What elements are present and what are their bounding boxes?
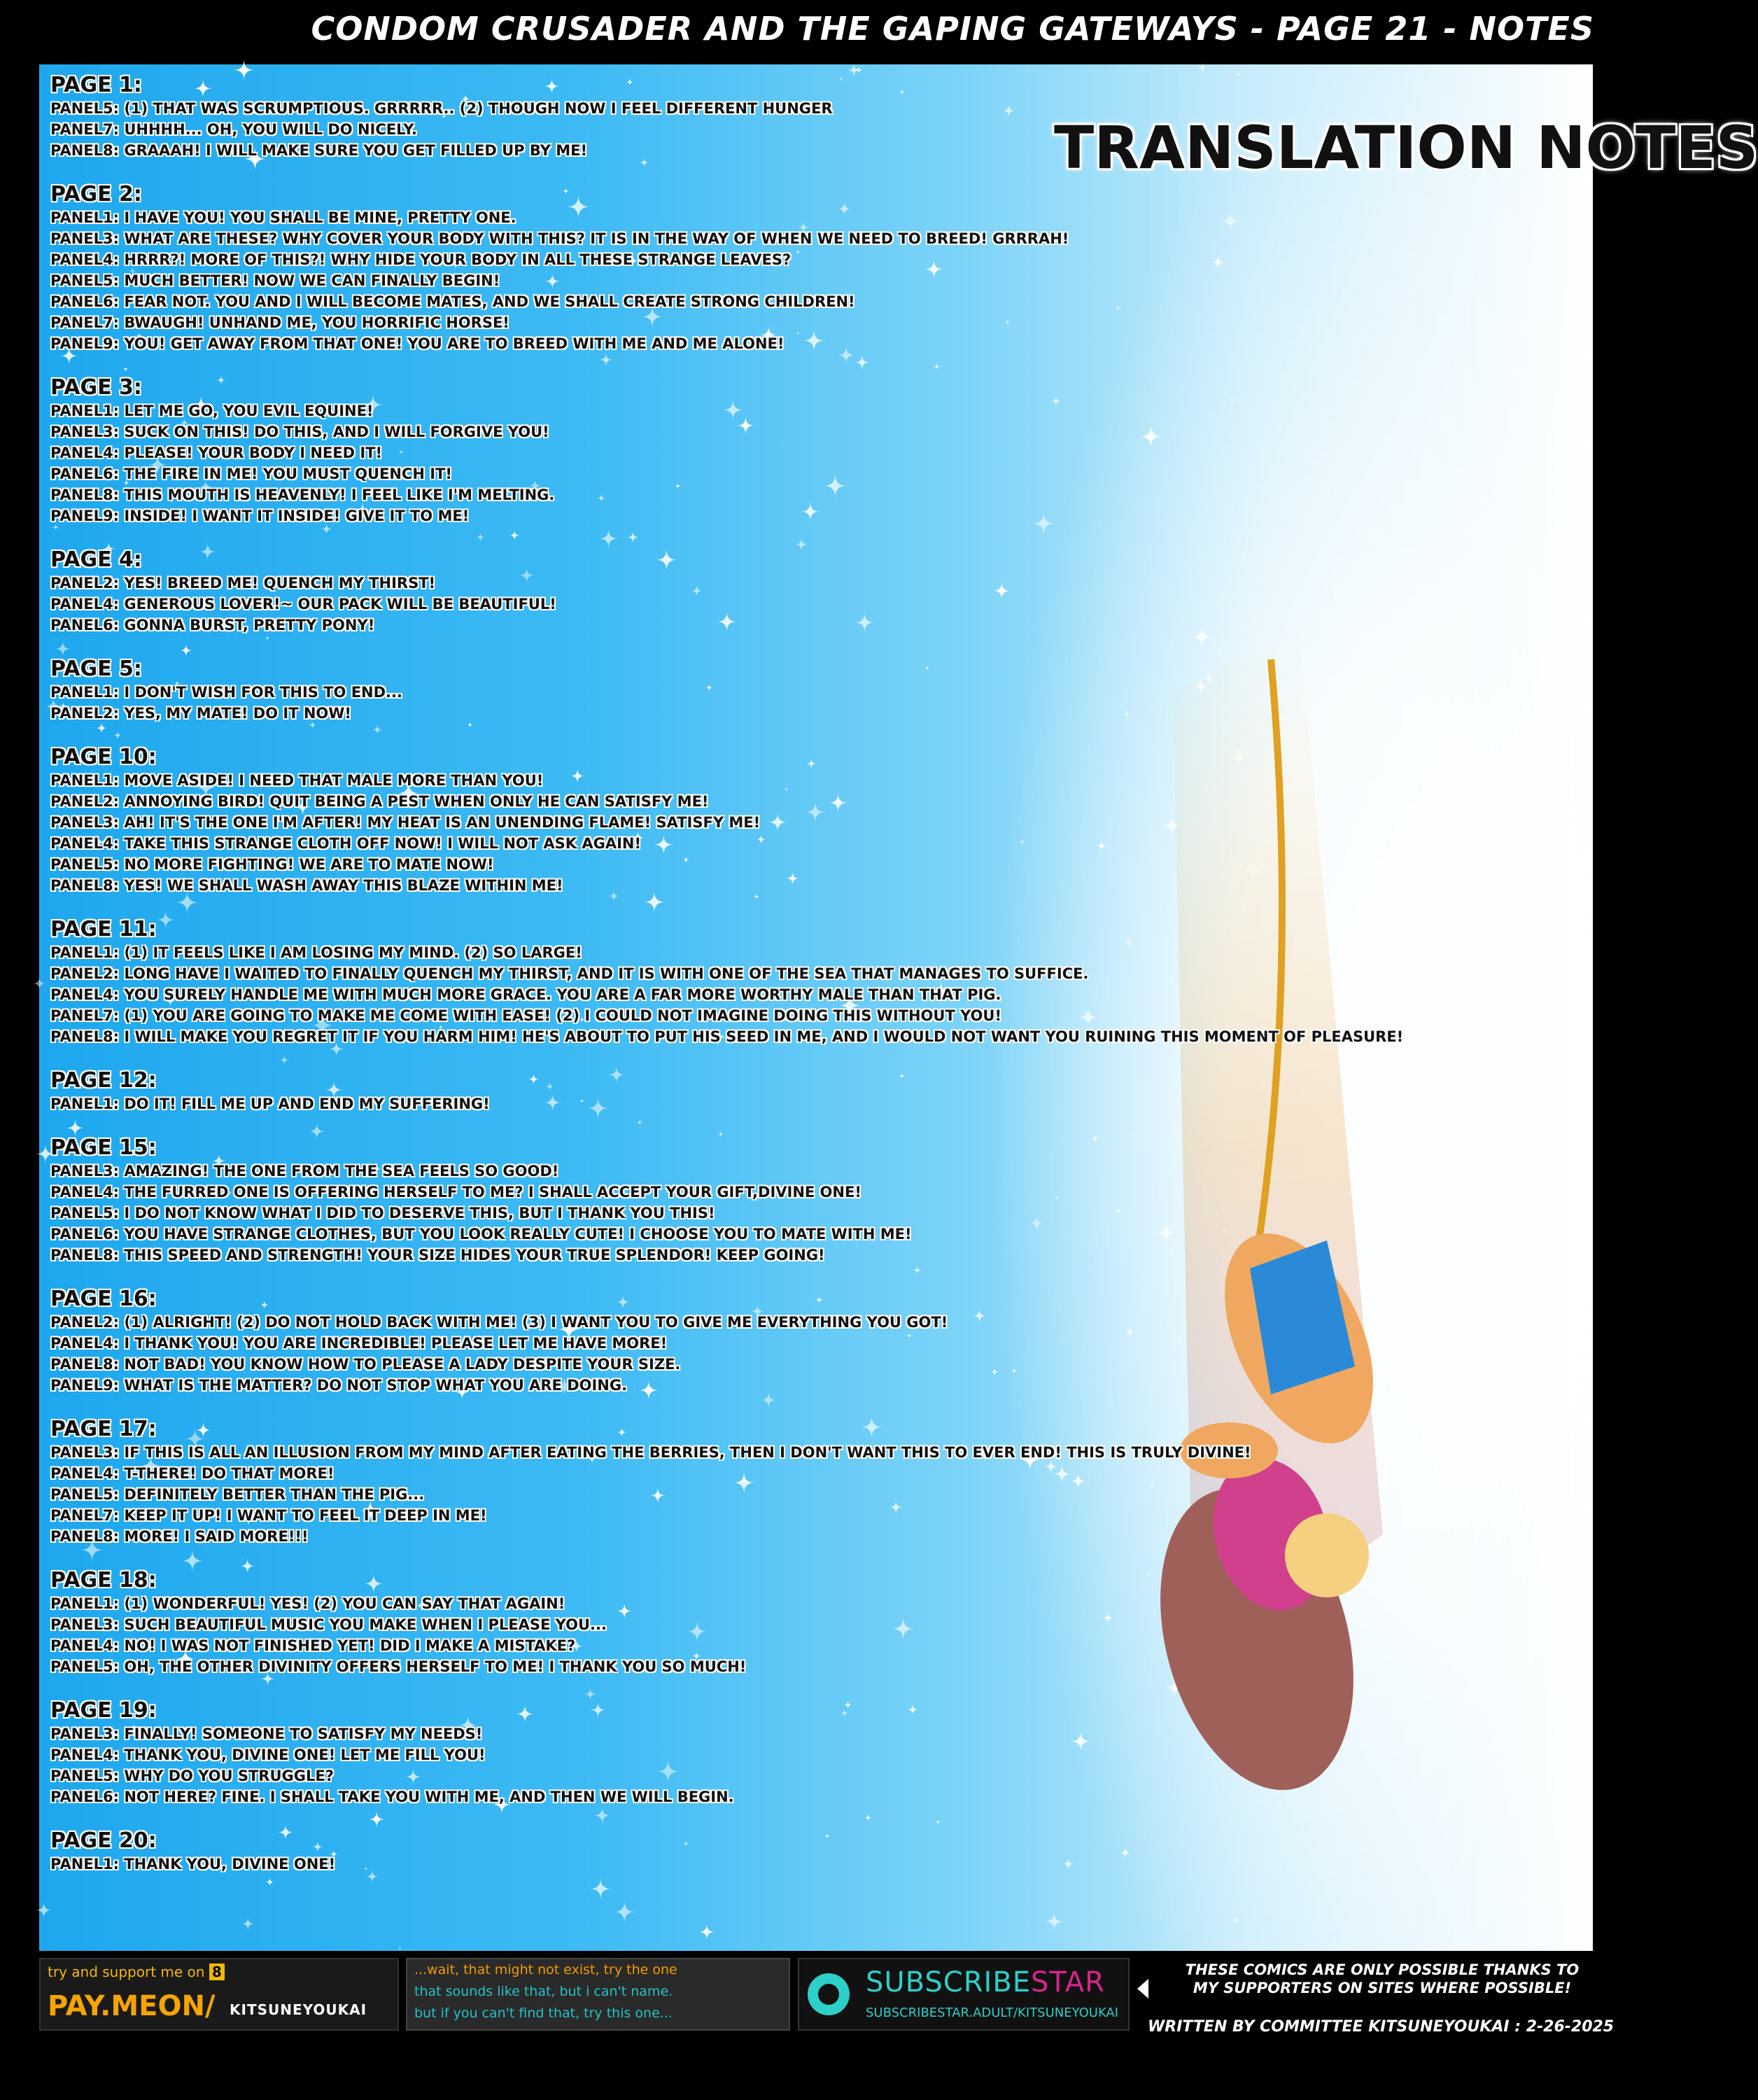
panel-line: PANEL7: UHHHH... OH, YOU WILL DO NICELY. [50, 121, 417, 138]
panel-line: PANEL8: I WILL MAKE YOU REGRET IT IF YOU HARM HIM! HE'S ABOUT TO PUT HIS SEED IN ME, AND I WOULD NOT WANT YOU RUINING THIS MOMENT OF PLEASURE! [50, 1028, 1404, 1045]
panel-line: PANEL3: AH! IT'S THE ONE I'M AFTER! MY HEAT IS AN UNENDING FLAME! SATISFY ME! [50, 814, 761, 831]
panel-line: PANEL5: I DO NOT KNOW WHAT I DID TO DESERVE THIS, BUT I THANK YOU THIS! [50, 1205, 715, 1222]
panel-line: PANEL4: NO! I WAS NOT FINISHED YET! DID I MAKE A MISTAKE? [50, 1637, 576, 1654]
panel-line: PANEL8: THIS SPEED AND STRENGTH! YOUR SIZE HIDES YOUR TRUE SPLENDOR! KEEP GOING! [50, 1247, 825, 1264]
page-heading: PAGE 15: [50, 1135, 157, 1160]
panel-line: PANEL8: NOT BAD! YOU KNOW HOW TO PLEASE A LADY DESPITE YOUR SIZE. [50, 1356, 681, 1373]
page-section [50, 1068, 1310, 1114]
page-heading: PAGE 5: [50, 657, 142, 681]
panel-line: PANEL4: THE FURRED ONE IS OFFERING HERSELF TO ME? I SHALL ACCEPT YOUR GIFT,DIVINE ONE! [50, 1184, 862, 1200]
patreon-tagline [48, 1963, 225, 1980]
page-heading: PAGE 19: [50, 1698, 157, 1723]
page-section [50, 73, 1310, 161]
thanks-line: MY SUPPORTERS ON SITES WHERE POSSIBLE! [1193, 1980, 1572, 1996]
thanks-line: THESE COMICS ARE ONLY POSSIBLE THANKS TO [1185, 1961, 1580, 1978]
panel-line: PANEL7: BWAUGH! UNHAND ME, YOU HORRIFIC HORSE! [50, 314, 509, 331]
credit-line: WRITTEN BY COMMITTEE KITSUNEYOUKAI : 2-26-2025 [1148, 2018, 1615, 2036]
panel-line: PANEL9: WHAT IS THE MATTER? DO NOT STOP WHAT YOU ARE DOING. [50, 1377, 628, 1394]
page-section [50, 1828, 1310, 1875]
notes-list [50, 73, 1404, 1896]
page-heading: PAGE 11: [50, 917, 157, 941]
panel-line: PANEL8: YES! WE SHALL WASH AWAY THIS BLAZE WITHIN ME! [50, 877, 563, 894]
sparkle [36, 1902, 52, 1918]
panel-line: PANEL5: MUCH BETTER! NOW WE CAN FINALLY BEGIN! [50, 272, 500, 289]
panel-line: PANEL5: (1) THAT WAS SCRUMPTIOUS. GRRRRR.. (2) THOUGH NOW I FEEL DIFFERENT HUNGER [50, 100, 833, 117]
page-heading: PAGE 1: [50, 73, 142, 97]
panel-line: PANEL8: MORE! I SAID MORE!!! [50, 1528, 309, 1545]
panel-line: PANEL5: WHY DO YOU STRUGGLE? [50, 1768, 334, 1784]
panel-line: PANEL2: YES! BREED ME! QUENCH MY THIRST! [50, 575, 436, 592]
panel-line: PANEL2: ANNOYING BIRD! QUIT BEING A PEST WHEN ONLY HE CAN SATISFY ME! [50, 793, 709, 810]
sparkle [1045, 1912, 1064, 1931]
footer-bar [0, 1951, 1631, 2100]
patreon-banner[interactable] [39, 1958, 399, 2031]
comic-title: CONDOM CRUSADER AND THE GAPING GATEWAYS - PAGE 21 - NOTES [311, 10, 1594, 48]
panel-line: PANEL5: NO MORE FIGHTING! WE ARE TO MATE NOW! [50, 856, 494, 873]
panel-line: PANEL1: (1) IT FEELS LIKE I AM LOSING MY MIND. (2) SO LARGE! [50, 944, 582, 961]
panel-line: PANEL4: GENEROUS LOVER!~ OUR PACK WILL BE BEAUTIFUL! [50, 596, 556, 612]
panel-line: PANEL3: SUCH BEAUTIFUL MUSIC YOU MAKE WHEN I PLEASE YOU... [50, 1616, 607, 1633]
panel-line: PANEL3: FINALLY! SOMEONE TO SATISFY MY NEEDS! [50, 1726, 483, 1742]
joke-line: but if you can't find that, try this one... [414, 2005, 673, 2021]
sparkle [398, 1946, 402, 1950]
page-heading: PAGE 20: [50, 1828, 157, 1853]
sparkle [241, 1917, 254, 1930]
panel-line: PANEL5: DEFINITELY BETTER THAN THE PIG... [50, 1486, 425, 1503]
page-heading: PAGE 18: [50, 1568, 157, 1592]
page-heading: PAGE 10: [50, 745, 157, 769]
panel-line: PANEL1: MOVE ASIDE! I NEED THAT MALE MORE THAN YOU! [50, 772, 544, 789]
left-arrow-icon [1137, 1979, 1148, 1998]
page-section [50, 182, 1310, 354]
panel-line: PANEL2: LONG HAVE I WAITED TO FINALLY QUENCH MY THIRST, AND IT IS WITH ONE OF THE SEA THAT MANAGES TO SUFFICE. [50, 965, 1089, 982]
translation-notes-title: TRANSLATION NOTES [1054, 113, 1758, 182]
panel-line: PANEL8: THIS MOUTH IS HEAVENLY! I FEEL LIKE I'M MELTING. [50, 486, 555, 503]
sparkle [613, 1900, 635, 1923]
panel-line: PANEL4: THANK YOU, DIVINE ONE! LET ME FILL YOU! [50, 1746, 486, 1763]
page-section [50, 1135, 1310, 1266]
panel-line: PANEL3: WHAT ARE THESE? WHY COVER YOUR BODY WITH THIS? IT IS IN THE WAY OF WHEN WE NEED TO BREED! GRRRAH! [50, 230, 1069, 247]
page-section [50, 917, 1404, 1047]
thanks-message [1162, 1961, 1603, 1997]
page-section [50, 657, 1310, 724]
panel-line: PANEL4: YOU SURELY HANDLE ME WITH MUCH MORE GRACE. YOU ARE A FAR MORE WORTHY MALE THAN THAT PIG. [50, 986, 1001, 1003]
panel-line: PANEL4: PLEASE! YOUR BODY I NEED IT! [50, 444, 383, 461]
panel-line: PANEL9: YOU! GET AWAY FROM THAT ONE! YOU ARE TO BREED WITH ME AND ME ALONE! [50, 335, 785, 352]
panel-line: PANEL2: (1) ALRIGHT! (2) DO NOT HOLD BACK WITH ME! (3) I WANT YOU TO GIVE ME EVERYTHING YOU GOT! [50, 1314, 948, 1331]
joke-line: that sounds like that, but i can't name. [414, 1984, 673, 1999]
sparkle [698, 1924, 715, 1940]
panel-line: PANEL6: NOT HERE? FINE. I SHALL TAKE YOU WITH ME, AND THEN WE WILL BEGIN. [50, 1788, 734, 1805]
panel-line: PANEL6: YOU HAVE STRANGE CLOTHES, BUT YOU LOOK REALLY CUTE! I CHOOSE YOU TO MATE WITH ME! [50, 1226, 912, 1242]
subscribestar-logo-icon [808, 1973, 850, 2015]
panel-line: PANEL7: (1) YOU ARE GOING TO MAKE ME COME WITH EASE! (2) I COULD NOT IMAGINE DOING THIS WITHOUT YOU! [50, 1007, 1002, 1024]
patreon-tag-suffix: 8 [209, 1963, 225, 1980]
panel-line: PANEL4: TAKE THIS STRANGE CLOTH OFF NOW! I WILL NOT ASK AGAIN! [50, 835, 642, 852]
panel-line: PANEL7: KEEP IT UP! I WANT TO FEEL IT DEEP IN ME! [50, 1507, 487, 1524]
panel-line: PANEL1: DO IT! FILL ME UP AND END MY SUFFERING! [50, 1096, 490, 1112]
sparkle [33, 977, 46, 990]
page-section [50, 745, 1310, 896]
panel-line: PANEL1: LET ME GO, YOU EVIL EQUINE! [50, 402, 374, 419]
joke-line: ...wait, that might not exist, try the one [414, 1962, 677, 1977]
page-section [50, 1417, 1310, 1547]
subscribestar-banner[interactable] [798, 1958, 1130, 2031]
page-heading: PAGE 3: [50, 375, 142, 400]
panel-line: PANEL6: GONNA BURST, PRETTY PONY! [50, 617, 375, 634]
panel-line: PANEL1: THANK YOU, DIVINE ONE! [50, 1856, 336, 1872]
panel-line: PANEL3: AMAZING! THE ONE FROM THE SEA FEELS SO GOOD! [50, 1163, 559, 1180]
panel-line: PANEL4: I THANK YOU! YOU ARE INCREDIBLE! PLEASE LET ME HAVE MORE! [50, 1335, 668, 1352]
panel-line: PANEL1: (1) WONDERFUL! YES! (2) YOU CAN SAY THAT AGAIN! [50, 1595, 565, 1612]
patreon-brand: PAY.MEON/ [48, 1990, 216, 2022]
panel-line: PANEL2: YES, MY MATE! DO IT NOW! [50, 705, 352, 722]
page-heading: PAGE 2: [50, 182, 142, 206]
patreon-tagline-text: try and support me on [48, 1963, 205, 1980]
page-heading: PAGE 16: [50, 1287, 157, 1311]
joke-banner [406, 1958, 790, 2031]
notes-panel [39, 64, 1758, 1951]
panel-line: PANEL5: OH, THE OTHER DIVINITY OFFERS HERSELF TO ME! I THANK YOU SO MUCH! [50, 1658, 747, 1675]
page-section [50, 1568, 1310, 1677]
panel-line: PANEL6: FEAR NOT. YOU AND I WILL BECOME MATES, AND WE SHALL CREATE STRONG CHILDREN! [50, 293, 855, 310]
page-section [50, 375, 1310, 526]
patreon-handle: KITSUNEYOUKAI [230, 2001, 367, 2018]
page-heading: PAGE 12: [50, 1068, 157, 1093]
panel-line: PANEL8: GRAAAH! I WILL MAKE SURE YOU GET FILLED UP BY ME! [50, 142, 588, 159]
panel-line: PANEL1: I DON'T WISH FOR THIS TO END... [50, 684, 402, 701]
header-bar [0, 0, 1631, 64]
page-heading: PAGE 4: [50, 547, 142, 572]
subscribestar-brand [866, 1966, 1105, 1998]
panel-line: PANEL1: I HAVE YOU! YOU SHALL BE MINE, PRETTY ONE. [50, 209, 516, 226]
subscribestar-brand-a: SUBSCRIBE [866, 1966, 1032, 1998]
page-section [50, 1698, 1310, 1807]
panel-line: PANEL4: HRRR?! MORE OF THIS?! WHY HIDE YOUR BODY IN ALL THESE STRANGE LEAVES? [50, 251, 792, 268]
panel-line: PANEL9: INSIDE! I WANT IT INSIDE! GIVE IT TO ME! [50, 507, 470, 524]
panel-line: PANEL3: IF THIS IS ALL AN ILLUSION FROM MY MIND AFTER EATING THE BERRIES, THEN I DON'T WANT THIS TO EVER END! THIS IS TRULY DIVINE! [50, 1444, 1251, 1461]
panel-line: PANEL3: SUCK ON THIS! DO THIS, AND I WILL FORGIVE YOU! [50, 424, 549, 440]
sparkle [1197, 63, 1208, 74]
subscribestar-url: SUBSCRIBESTAR.ADULT/KITSUNEYOUKAI [866, 2005, 1119, 2020]
panel-line: PANEL4: T-THERE! DO THAT MORE! [50, 1465, 335, 1482]
page-heading: PAGE 17: [50, 1417, 157, 1441]
page-section [50, 547, 1310, 636]
panel-line: PANEL6: THE FIRE IN ME! YOU MUST QUENCH IT! [50, 465, 452, 482]
subscribestar-brand-b: STAR [1031, 1966, 1105, 1998]
page-section [50, 1287, 1310, 1396]
